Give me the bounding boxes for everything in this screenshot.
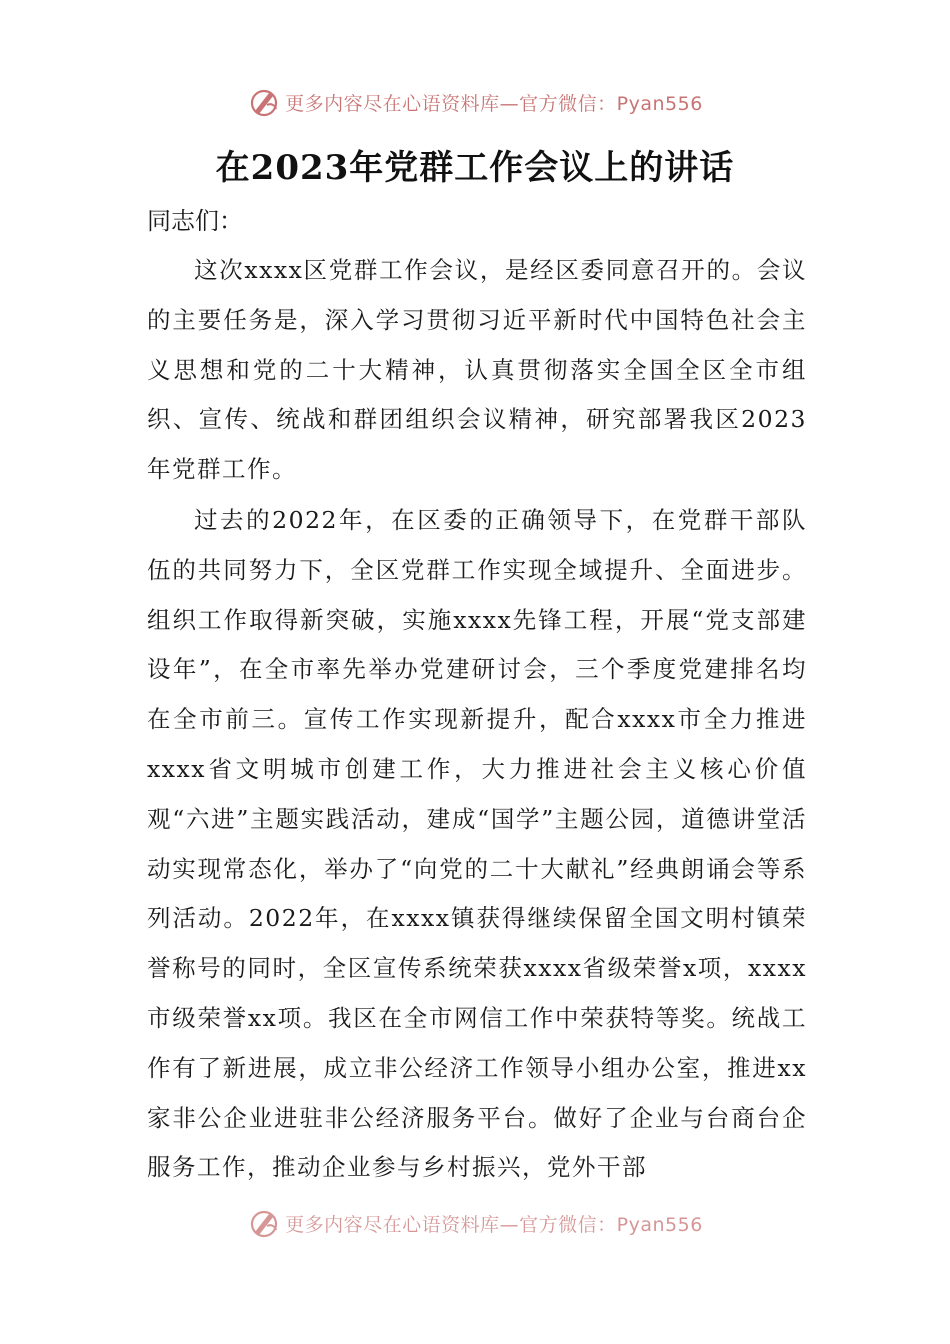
watermark-text: 更多内容尽在心语资料库—官方微信：Pyan556 <box>285 1213 703 1236</box>
document-title: 在2023年党群工作会议上的讲话 <box>215 148 735 188</box>
watermark-header <box>0 82 950 122</box>
pen-logo-icon <box>247 1206 281 1240</box>
paragraph: 这次xxxx区党群工作会议，是经区委同意召开的。会议的主要任务是，深入学习贯彻习近平新时代中国特色社会主义思想和党的二十大精神，认真贯彻落实全国全区全市组织、宣传、统战和群团组织会议精神，研究部署我区2023年党群工作。 <box>147 256 807 484</box>
pen-logo-icon <box>247 85 281 119</box>
watermark-footer <box>0 1203 950 1243</box>
watermark-text: 更多内容尽在心语资料库—官方微信：Pyan556 <box>285 92 703 115</box>
paragraph: 过去的2022年，在区委的正确领导下，在党群干部队伍的共同努力下，全区党群工作实现全域提升、全面进步。组织工作取得新突破，实施xxxx先锋工程，开展“党支部建设年”，在全市率先举办党建研讨会，三个季度党建排名均在全市前三。宣传工作实现新提升，配合xxxx市全力推进xxxx省文明城市创建工作，大力推进社会主义核心价值观“六进”主题实践活动，建成“国学”主题公园，道德讲堂活动实现常态化，举办了“向党的二十大献礼”经典朗诵会等系列活动。2022年，在xxxx镇获得继续保留全国文明村镇荣誉称号的同时，全区宣传系统荣获xxxx省级荣誉x项，xxxx市级荣誉xx项。我区在全市网信工作中荣获特等奖。统战工作有了新进展，成立非公经济工作领导小组办公室，推进xx家非公企业进驻非公经济服务平台。做好了企业与台商台企服务工作，推动企业参与乡村振兴，党外干部 <box>147 506 807 1182</box>
salutation: 同志们： <box>147 207 243 235</box>
